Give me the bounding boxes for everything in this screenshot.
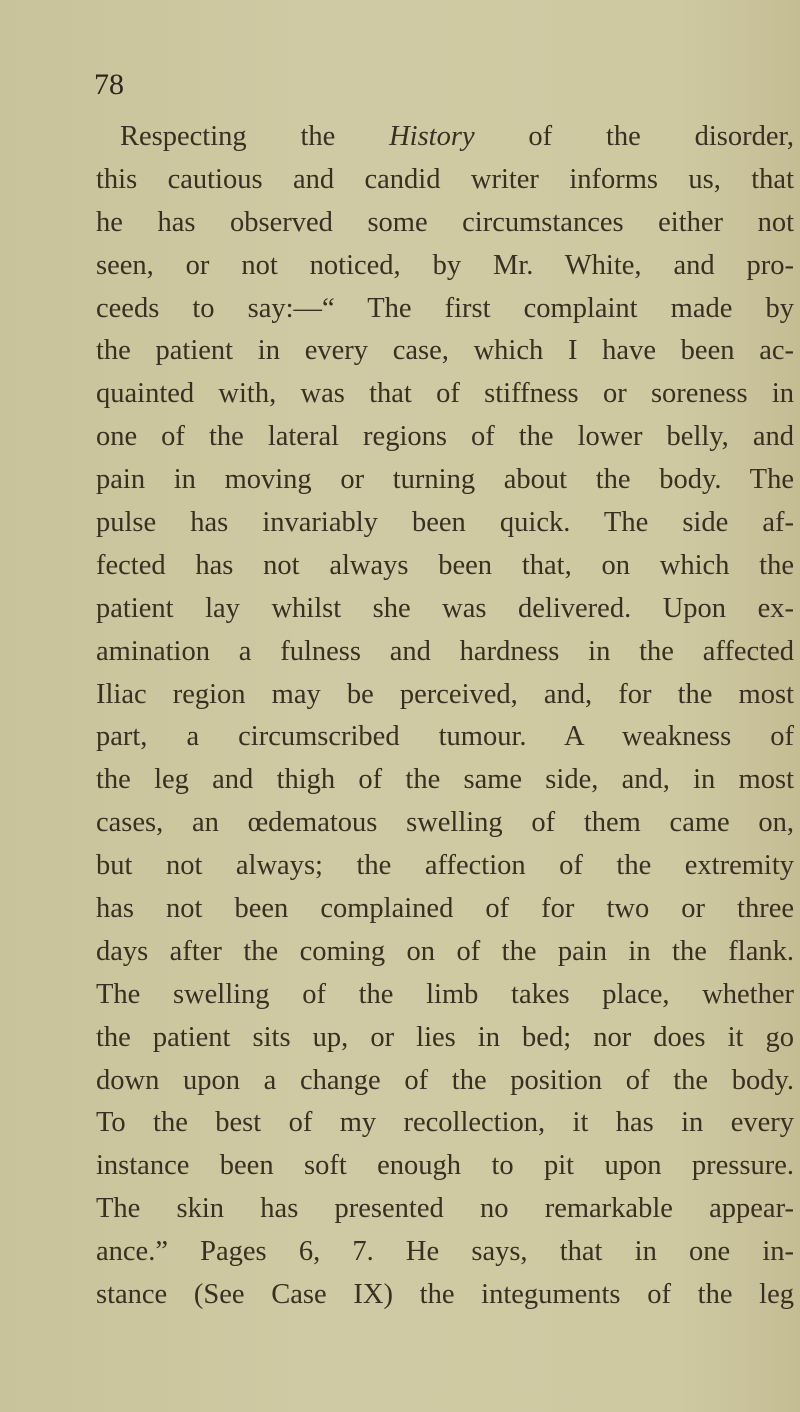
text-line: the patient sits up, or lies in bed; nor does it go bbox=[96, 1021, 794, 1053]
page-number: 78 bbox=[94, 68, 124, 101]
text-line: cases, an œdematous swelling of them came on, bbox=[96, 807, 794, 839]
text-line: instance been soft enough to pit upon pressure. bbox=[96, 1150, 794, 1182]
text-line: ceeds to say:—“ The first complaint made by bbox=[96, 292, 794, 324]
text-line: To the best of my recollection, it has in every bbox=[96, 1107, 794, 1139]
text-line: but not always; the affection of the extremity bbox=[96, 850, 794, 882]
text-line: he has observed some circumstances either not bbox=[96, 206, 794, 238]
text-line: The skin has presented no remarkable appear- bbox=[96, 1193, 794, 1225]
text-line: amination a fulness and hardness in the affected bbox=[96, 635, 794, 667]
text-line: down upon a change of the position of the body. bbox=[96, 1064, 794, 1096]
text-line: The swelling of the limb takes place, whether bbox=[96, 978, 794, 1010]
text-line: this cautious and candid writer informs us, that bbox=[96, 163, 794, 195]
text-segment: Respecting the bbox=[120, 121, 390, 152]
text-line: seen, or not noticed, by Mr. White, and pro- bbox=[96, 249, 794, 281]
text-line: patient lay whilst she was delivered. Upon ex- bbox=[96, 592, 794, 624]
text-line: quainted with, was that of stiffness or soreness in bbox=[96, 378, 794, 410]
text-line: has not been complained of for two or three bbox=[96, 893, 794, 925]
text-line: the patient in every case, which I have been ac- bbox=[96, 335, 794, 367]
text-line: pain in moving or turning about the body. The bbox=[96, 464, 794, 496]
text-line: days after the coming on of the pain in the flank. bbox=[96, 935, 794, 967]
text-line: the leg and thigh of the same side, and, in most bbox=[96, 764, 794, 796]
body-text bbox=[96, 116, 794, 1317]
text-line: fected has not always been that, on which the bbox=[96, 549, 794, 581]
text-line: ance.” Pages 6, 7. He says, that in one in- bbox=[96, 1236, 794, 1268]
text-segment: of the disorder, bbox=[474, 121, 794, 152]
italic-title: History bbox=[389, 121, 475, 152]
text-line: one of the lateral regions of the lower belly, and bbox=[96, 421, 794, 453]
text-line: part, a circumscribed tumour. A weakness of bbox=[96, 721, 794, 753]
text-line bbox=[96, 116, 794, 159]
text-line: pulse has invariably been quick. The side af- bbox=[96, 507, 794, 539]
text-line: stance (See Case IX) the integuments of the leg bbox=[96, 1279, 794, 1311]
text-line: Iliac region may be perceived, and, for the most bbox=[96, 678, 794, 710]
